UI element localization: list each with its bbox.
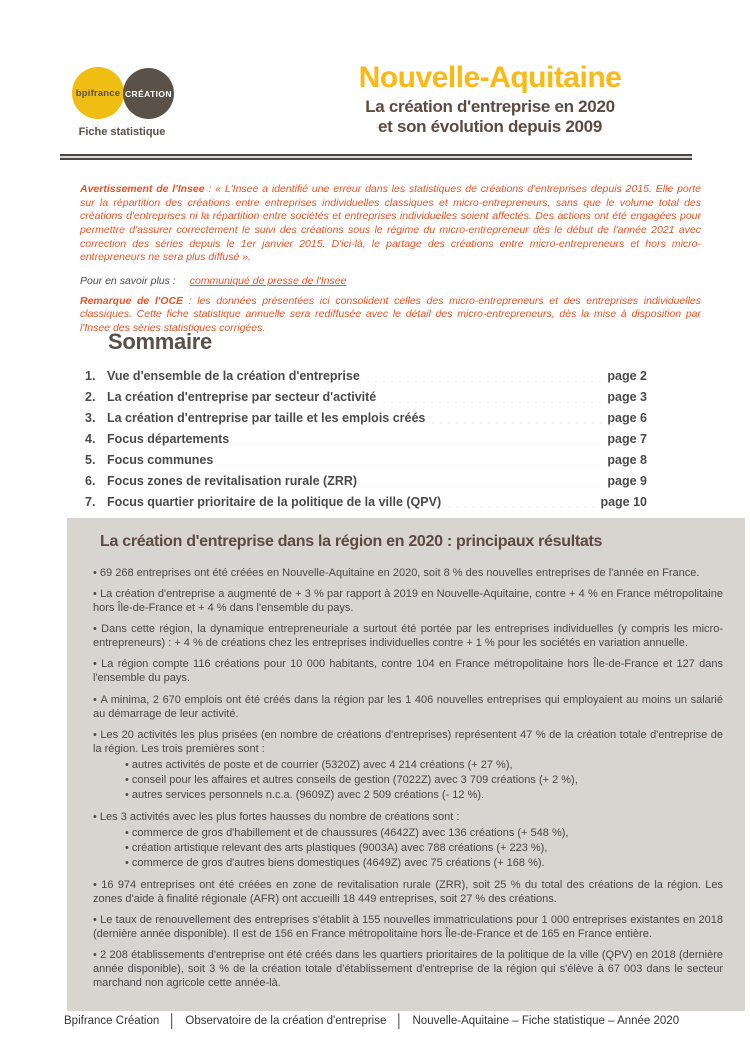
creation-logo-text: CRÉATION [125, 88, 172, 99]
toc-item-7[interactable] [85, 495, 647, 509]
toc-item-label: La création d'entreprise par taille et les emplois créés [107, 411, 426, 425]
toc-item-6[interactable] [85, 474, 647, 488]
result-sub-bullet: • commerce de gros d'autres biens domestiques (4649Z) avec 75 créations (+ 168 %). [125, 856, 723, 870]
result-sub-bullet: • autres services personnels n.c.a. (9609Z) avec 2 509 créations (- 12 %). [125, 788, 723, 802]
toc-item-4[interactable] [85, 432, 647, 446]
table-of-contents [85, 329, 647, 516]
toc-item-label: Focus zones de revitalisation rurale (ZRR) [107, 474, 358, 488]
header-titles [285, 62, 695, 137]
result-bullet: • A minima, 2 670 emplois ont été créés dans la région par les 1 406 nouvelles entreprises qui employaient au moins un salarié au démarrage de leur activité. [93, 693, 723, 721]
page-footer [64, 1013, 679, 1028]
region-title: Nouvelle-Aquitaine [358, 61, 622, 94]
toc-item-page: page 7 [607, 432, 647, 446]
toc-item-2[interactable] [85, 390, 647, 404]
toc-dot-leader [361, 475, 602, 487]
toc-item-1[interactable] [85, 369, 647, 383]
toc-item-number: 7. [85, 495, 96, 509]
toc-dot-leader [445, 496, 595, 508]
result-bullet: • La région compte 116 créations pour 10 000 habitants, contre 104 en France métropolitaine hors Île-de-France et 127 dans l'ensemble du pays. [93, 657, 723, 685]
toc-item-number: 6. [85, 474, 96, 488]
bpifrance-logo-text: bpifrance [75, 87, 121, 99]
footer-separator [395, 1013, 403, 1028]
result-sub-bullet: • création artistique relevant des arts plastiques (9003A) avec 788 créations (+ 223 %), [125, 841, 723, 855]
toc-item-number: 1. [85, 369, 96, 383]
result-sub-bullet: • autres activités de poste et de courrier (5320Z) avec 4 214 créations (+ 27 %), [125, 758, 723, 772]
result-sub-list [93, 758, 723, 803]
toc-item-5[interactable] [85, 453, 647, 467]
toc-item-page: page 3 [607, 390, 647, 404]
toc-item-page: page 10 [600, 495, 647, 509]
insee-warning [80, 183, 701, 265]
result-bullet: • Le taux de renouvellement des entreprises s'établit à 155 nouvelles immatriculations pour 1 000 entreprises existantes en 2018 (dernière année disponible). Il est de 156 en France métropolitaine hors Île-de-France et de 165 en France entière. [93, 913, 723, 941]
logo-tagline: Fiche statistique [78, 126, 166, 138]
oce-note-text: : les données présentées ici consolident celles des micro-entrepreneurs et des entreprises individuelles classiques. Cette fiche statistique annuelle sera rediffusée avec le détail des micro-entrepreneurs, dès la mise à disposition par l'Insee des séries statistiques corrigées. [80, 294, 701, 335]
toc-item-3[interactable] [85, 411, 647, 425]
result-sub-list [93, 826, 723, 871]
toc-item-page: page 8 [607, 453, 647, 467]
result-bullet: • Les 3 activités avec les plus fortes hausses du nombre de créations sont : [93, 810, 723, 824]
toc-item-number: 2. [85, 390, 96, 404]
toc-item-label: La création d'entreprise par secteur d'activité [107, 390, 377, 404]
result-bullet: • Dans cette région, la dynamique entrepreneuriale a surtout été portée par les entreprises individuelles (y compris les micro-entrepreneurs) : + 4 % de créations chez les entreprises individuelles contre + 1 % pour les sociétés en variation annuelle. [93, 622, 723, 650]
header-divider-rule [60, 154, 692, 160]
toc-item-number: 4. [85, 432, 96, 446]
footer-separator [168, 1013, 176, 1028]
toc-item-label: Vue d'ensemble de la création d'entreprise [107, 369, 360, 383]
insee-press-release-link[interactable]: communiqué de presse de l'Insee [189, 274, 347, 287]
more-info-label: Pour en savoir plus : [80, 274, 176, 287]
result-bullet: • 16 974 entreprises ont été créées en zone de revitalisation rurale (ZRR), soit 25 % du total des créations de la région. Les zones d'aide à finalité régionale (AFR) ont accueilli 18 449 entreprises, soit 27 % des créations. [93, 878, 723, 906]
footer-brand: Bpifrance Création [64, 1014, 160, 1027]
document-subtitle [285, 97, 695, 137]
toc-title: Sommaire [108, 329, 212, 354]
toc-dot-leader [380, 391, 602, 403]
results-title: La création d'entreprise dans la région en 2020 : principaux résultats [100, 533, 603, 550]
footer-document-info: Nouvelle-Aquitaine – Fiche statistique – Année 2020 [412, 1014, 680, 1027]
toc-dot-leader [364, 370, 603, 382]
creation-logo [123, 68, 174, 119]
toc-item-label: Focus quartier prioritaire de la politique de la ville (QPV) [107, 495, 442, 509]
result-bullet: • La création d'entreprise a augmenté de + 3 % par rapport à 2019 en Nouvelle-Aquitaine, contre + 4 % en France métropolitaine hors Île-de-France et + 4 % dans l'ensemble du pays. [93, 587, 723, 615]
oce-note-label: Remarque de l'OCE [80, 294, 184, 307]
toc-dot-leader [233, 433, 602, 445]
bpifrance-logo [72, 67, 124, 119]
toc-item-page: page 2 [607, 369, 647, 383]
toc-item-number: 5. [85, 453, 96, 467]
subtitle-line-2: et son évolution depuis 2009 [378, 116, 602, 136]
result-bullet: • Les 20 activités les plus prisées (en nombre de créations d'entreprises) représentent 47 % de la création totale d'entreprise de la région. Les trois premières sont : [93, 728, 723, 756]
toc-item-number: 3. [85, 411, 96, 425]
result-bullet: • 69 268 entreprises ont été créées en Nouvelle-Aquitaine en 2020, soit 8 % des nouvelles entreprises de l'année en France. [93, 566, 723, 580]
result-sub-bullet: • conseil pour les affaires et autres conseils de gestion (7022Z) avec 3 709 créations (+ 2 %), [125, 773, 723, 787]
insee-warning-text: : « L'Insee a identifié une erreur dans les statistiques de créations d'entreprises depuis 2015. Elle porte sur la répartition des créations entre entreprises individuelles classiques et micro-entrepreneurs, sans que le volume total des créations d'entreprises ni la répartition entre sociétés et entreprises individuelles soient affectés. Des actions ont été engagées pour permettre d'assurer correctement le suivi des créations sous le régime du micro-entrepreneur dès le début de l'année 2021 avec correction des séries depuis le 1er janvier 2015. D'ici-là, le partage des créations entre micro-entrepreneurs et hors micro-entrepreneurs ne sera plus diffusé ». [80, 183, 702, 264]
toc-dot-leader [429, 412, 602, 424]
footer-observatory: Observatoire de la création d'entreprise [185, 1014, 387, 1027]
insee-warning-label: Avertissement de l'Insee [80, 183, 205, 195]
subtitle-line-1: La création d'entreprise en 2020 [365, 96, 615, 116]
toc-item-page: page 9 [607, 474, 647, 488]
result-bullet: • 2 208 établissements d'entreprise ont été créés dans les quartiers prioritaires de la politique de la ville (QPV) en 2018 (dernière année disponible), soit 3 % de la création totale d'établissement d'entreprise de la région qui s'élève à 67 003 dans le secteur marchand non agricole cette année-là. [93, 948, 723, 990]
toc-item-label: Focus communes [107, 453, 214, 467]
key-results-box [67, 518, 745, 1011]
notices-section [80, 183, 701, 336]
toc-item-label: Focus départements [107, 432, 230, 446]
toc-dot-leader [217, 454, 602, 466]
toc-item-page: page 6 [607, 411, 647, 425]
result-sub-bullet: • commerce de gros d'habillement et de chaussures (4642Z) avec 136 créations (+ 548 %), [125, 826, 723, 840]
more-info-row [80, 275, 701, 287]
